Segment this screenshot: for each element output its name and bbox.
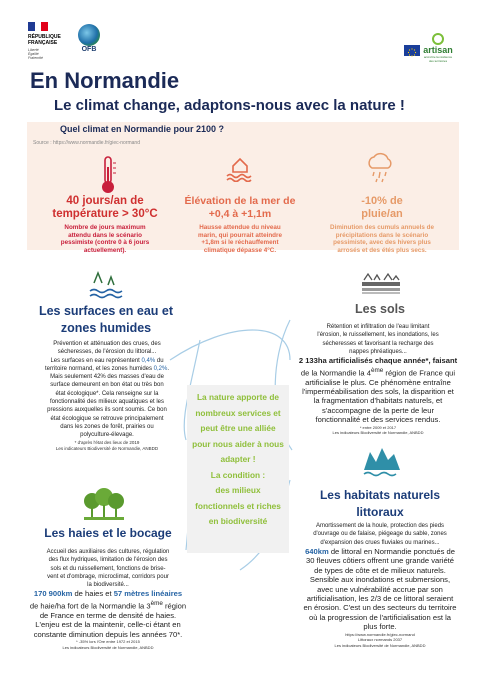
page-title: En Normandie	[30, 68, 180, 93]
artisan-mark: artisan	[423, 45, 453, 55]
page-subtitle: Le climat change, adaptons-nous avec la nature !	[54, 97, 405, 114]
rain-cloud-icon	[364, 150, 396, 184]
center-line-6: La condition :	[210, 469, 266, 480]
habitats-stat-3: de types de côte et de milieux naturels.	[314, 565, 446, 575]
habitats-stat-7: en érosion. C'est un des secteurs du territoire	[303, 603, 457, 613]
haies-stat-5: constante diminution depuis les années 70*.	[33, 629, 183, 639]
haies-stat-2: de haie/ha fort de la Normandie la 3ème région	[29, 599, 187, 611]
center-line-7: des milieux	[215, 485, 261, 495]
water-icon	[88, 265, 124, 301]
habitats-stat-5: avec une vulnérabilité accrue par son	[317, 584, 443, 594]
habitats-note-2: Littoraux normands 2037	[357, 637, 403, 643]
stat-heat-body-3: pessimiste (contre 0 à 6 jours	[60, 239, 150, 247]
leaf-circle-icon	[432, 33, 444, 45]
stat-rain-body-4: arrosés et des étés plus secs.	[337, 246, 427, 254]
surfaces-intro-2: sécheresses, de l'érosion du littoral...	[57, 349, 157, 356]
habitats-body	[290, 522, 470, 648]
republique-francaise-logo	[28, 22, 78, 60]
stat-heat-body-1: Nombre de jours maximum	[64, 224, 146, 231]
artisan-logo	[423, 33, 453, 63]
surfaces-title	[30, 303, 182, 337]
habitats-intro-3: d'expansion des crues fluviales ou marines...	[320, 539, 440, 546]
haies-stat-1: 170 900km de haies et 57 mètres linéaires	[33, 589, 183, 599]
surfaces-body	[28, 340, 186, 452]
habitats-intro-1: Amortissement de la houle, protection des pieds	[315, 523, 445, 529]
hedge-icon	[82, 487, 126, 525]
stat-sea-head-2: +0,4 à +1,1m	[208, 208, 272, 220]
soil-icon	[360, 270, 402, 296]
stat-rain-body-2: précipitations dans le scénario	[335, 231, 429, 239]
climate-source: Source : https://www.normandie.fr/giec-normand	[33, 140, 140, 146]
haies-intro-4: vent et d'ombrage, microclimat, corridors pour	[47, 573, 169, 580]
sols-stat-7: fonctionnalité et des services rendus.	[315, 415, 441, 425]
haies-intro-3: sols et du ruissellement, fonctions de brise-	[50, 565, 166, 572]
stat-heat-head-2: température > 30°C	[52, 208, 158, 220]
habitats-title-1: Les habitats naturels	[319, 488, 441, 502]
rf-line-2: FRANÇAISE	[28, 40, 58, 46]
sols-title: Les sols	[354, 302, 406, 316]
rf-line-1: RÉPUBLIQUE	[28, 34, 61, 40]
surfaces-title-2: zones humides	[60, 321, 152, 335]
rf-motto: Liberté Égalité Fraternité	[28, 48, 43, 60]
center-line-5: adapter !	[220, 454, 256, 464]
sols-stat-2: de la Normandie la 4ème région de France qui	[300, 366, 456, 378]
habitats-intro-2: d'ouvrage ou de falaise, piégeage du sable, zones	[313, 531, 447, 538]
stat-sea-body-4: climatique dépasse 4°C.	[203, 246, 277, 254]
sols-intro-3: sécheresses et favorisant la recharge des	[322, 340, 434, 347]
thermometer-icon	[98, 155, 118, 195]
surfaces-stat-2: territoire normand, et les zones humides 0,2%.	[44, 365, 170, 372]
center-line-1: La nature apporte de	[196, 392, 280, 402]
habitats-stat-2: 30 fleuves côtiers offrent une grande variété	[305, 556, 455, 566]
surfaces-intro-1: Prévention et atténuation des crues, des	[53, 341, 161, 347]
sols-note: * entre 2009 et 2017	[359, 424, 397, 430]
surfaces-note: * d'après l'état des lieux de 2019	[74, 439, 140, 445]
flood-icon	[224, 150, 256, 182]
sols-stat-6: s'accompagne de la perte de leur	[321, 405, 435, 415]
haies-source: Les indicateurs Biodiversité de Normandie, ANBDD	[62, 644, 154, 650]
sols-intro-4: nappes phréatiques...	[349, 348, 407, 355]
artisan-sub-2: des territoires	[428, 59, 448, 63]
haies-body	[22, 548, 194, 650]
stat-sea-body-1: Hausse attendue du niveau	[199, 224, 281, 231]
stat-rain-head-1: -10% de	[361, 195, 403, 207]
flag-icon	[28, 22, 48, 31]
stat-rain-head-2: pluie/an	[361, 208, 403, 220]
haies-stat-4: L'enjeu est de la maintenir, celle-ci étant en	[35, 620, 181, 630]
haies-intro-2: des flux hydriques, limitation de l'érosion des	[48, 557, 168, 564]
surfaces-source: Les indicateurs Biodiversité de Normandie, ANBDD	[55, 445, 159, 451]
haies-title: Les haies et le bocage	[44, 526, 172, 540]
sols-intro-1: Rétention et infiltration de l'eau limitant	[326, 324, 430, 330]
sols-body	[288, 323, 468, 436]
climate-question: Quel climat en Normandie pour 2100 ?	[60, 124, 225, 134]
center-line-2: nombreux services et	[195, 407, 281, 418]
stat-sea	[172, 195, 308, 254]
surfaces-body-3: état écologique*. Cela renseigne sur la	[55, 390, 159, 397]
earth-icon	[78, 24, 100, 46]
habitats-note-1: https://www.normandie.fr/giec-normand	[345, 631, 415, 637]
center-line-3: peut être une alliée	[200, 423, 276, 433]
habitats-stat-4: Sensible aux inondations et submersions,	[309, 575, 451, 585]
stat-heat	[40, 195, 170, 254]
coast-icon	[362, 440, 402, 480]
stat-sea-body-2: marin, qui pourrait atteindre	[198, 231, 282, 239]
center-line-4: pour nous aider à nous	[192, 438, 284, 449]
stat-sea-body-3: +1,8m si le réchauffement	[201, 239, 279, 247]
sols-source: Les indicateurs Biodiversité de Normandie, ANBDD	[332, 430, 424, 436]
ofb-logo	[76, 24, 102, 54]
surfaces-stat-1: Les surfaces en eau représentent 0,4% du	[50, 357, 164, 364]
habitats-stat-1: 640km de littoral en Normandie ponctués de	[305, 546, 455, 556]
haies-stat-3: de France en terme de densité de haies.	[39, 610, 177, 620]
habitats-title	[300, 487, 460, 521]
center-line-8: fonctionnels et riches	[195, 500, 281, 511]
haies-intro-5: la biodiversité...	[87, 582, 129, 589]
habitats-stat-6: artificialisation, les 2/3 de ce littoral seraient	[306, 593, 454, 603]
stat-heat-head-1: 40 jours/an de	[66, 195, 144, 207]
habitats-stat-9: plus forte.	[363, 622, 397, 632]
artisan-sub-1: accroître la résilience	[423, 55, 453, 59]
surfaces-title-1: Les surfaces en eau et	[38, 304, 174, 318]
center-message	[188, 390, 288, 530]
sols-intro-2: l'érosion, le ruissellement, les inondations, les	[317, 332, 439, 339]
surfaces-body-4: fonctionnalité des milieux aquatiques et les	[49, 399, 165, 406]
stat-heat-body-2: attendu dans le scénario	[68, 231, 142, 239]
habitats-title-2: littoraux	[356, 505, 404, 519]
sols-stat-5: la fragmentation d'habitats naturels, et	[313, 396, 443, 406]
stat-sea-head-1: Élévation de la mer de	[184, 195, 296, 207]
stat-rain-body-3: pessimiste, avec des hivers plus	[333, 239, 431, 247]
surfaces-body-7: dans les zones de forêt, prairies ou	[60, 423, 154, 430]
sols-stat-3: artificialise le plus. Ce phénomène entraîne	[305, 377, 451, 387]
stat-rain-body-1: Diminution des cumuls annuels de	[330, 224, 434, 231]
ofb-text: OFB	[81, 46, 97, 53]
surfaces-body-5: pressions auxquelles ils sont soumis. Ce bon	[47, 407, 167, 414]
haies-note: * -35% lors l'Ore entre 1972 et 2015	[76, 639, 140, 645]
surfaces-body-6: état écologique se retrouve principalement	[50, 415, 164, 422]
habitats-stat-8: où la progression de l'artificialisation est la	[308, 612, 451, 622]
surfaces-body-8: polyculture-élevage.	[80, 432, 134, 439]
stat-rain	[314, 195, 450, 254]
eu-flag-icon	[404, 45, 420, 56]
habitats-source: Les indicateurs Biodiversité de Normandie, ANBDD	[334, 642, 426, 648]
sols-stat-1: 2 133ha artificialisés chaque année*, faisant	[298, 356, 458, 366]
center-line-9: en biodiversité	[208, 516, 268, 526]
stat-heat-body-4: actuellement).	[83, 246, 127, 254]
surfaces-body-1: Mais seulement 42% des masses d'eau de	[50, 374, 164, 381]
haies-intro-1: Accueil des auxiliaires des cultures, régulation	[46, 549, 170, 555]
sols-stat-4: l'imperméabilisation des sols, la disparition et	[302, 386, 454, 396]
surfaces-body-2: surface demeurent en bon état ou très bon	[50, 382, 164, 389]
